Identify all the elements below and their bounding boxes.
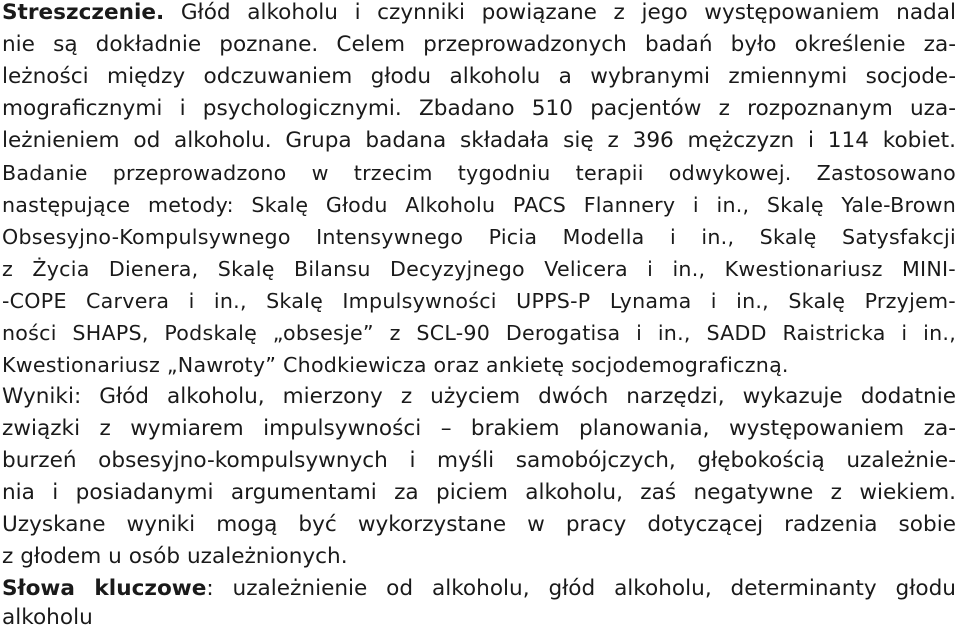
abstract-line-7: następujące metody: Skalę Głodu Alkoholu PACS Flannery i in., Skalę Yale-Brown — [2, 193, 956, 217]
abstract-line-16: nia i posiadanymi argumentami za piciem alkoholu, zaś negatywne z wiekiem. — [2, 480, 956, 505]
abstract-line-17: Uzyskane wyniki mogą być wykorzystane w pracy dotyczącej radzenia sobie — [2, 512, 956, 537]
abstract-line-13: Wyniki: Głód alkoholu, mierzony z użyciem dwóch narzędzi, wykazuje dodatnie — [2, 384, 956, 409]
abstract-line-8: Obsesyjno-Kompulsywnego Intensywnego Picia Modella i in., Skalę Satysfakcji — [2, 225, 956, 249]
abstract-line-3: leżności między odczuwaniem głodu alkoholu a wybranymi zmiennymi socjode- — [2, 64, 956, 89]
abstract-line-4: mograficznymi i psychologicznymi. Zbadano 510 pacjentów z rozpoznanym uza- — [2, 96, 956, 121]
abstract-line-11: ności SHAPS, Podskalę „obsesje” z SCL-90 Derogatisa i in., SADD Raistricka i in., — [2, 321, 956, 345]
abstract-line-12: Kwestionariusz „Nawroty” Chodkiewicza oraz ankietę socjodemograficzną. — [2, 353, 789, 377]
keywords-line-2: alkoholu — [2, 605, 93, 630]
abstract-label: Streszczenie. — [2, 0, 165, 25]
abstract-line-9: z Życia Dienera, Skalę Bilansu Decyzyjnego Velicera i in., Kwestionariusz MINI- — [2, 257, 956, 281]
abstract-line-15: burzeń obsesyjno-kompulsywnych i myśli samobójczych, głębokością uzależnie- — [2, 448, 956, 473]
abstract-line-10: -COPE Carvera i in., Skalę Impulsywności UPPS-P Lynama i in., Skalę Przyjem- — [2, 289, 956, 313]
abstract-line-5: leżnieniem od alkoholu. Grupa badana składała się z 396 mężczyzn i 114 kobiet. — [2, 128, 956, 153]
abstract-line-14: związki z wymiarem impulsywności – brakiem planowania, występowaniem za- — [2, 416, 956, 441]
abstract-line-2: nie są dokładnie poznane. Celem przeprowadzonych badań było określenie za- — [2, 32, 956, 57]
keywords-text: : uzależnienie od alkoholu, głód alkoholu, determinanty głodu — [206, 576, 956, 601]
abstract-line-1 — [2, 0, 956, 28]
abstract-line-1-text: Głód alkoholu i czynniki powiązane z jego występowaniem nadal — [164, 0, 956, 25]
abstract-line-18: z głodem u osób uzależnionych. — [2, 544, 348, 569]
keywords-line-1 — [2, 574, 956, 604]
keywords-label: Słowa kluczowe — [2, 576, 207, 601]
abstract-line-6: Badanie przeprowadzono w trzecim tygodniu terapii odwykowej. Zastosowano — [2, 161, 956, 185]
